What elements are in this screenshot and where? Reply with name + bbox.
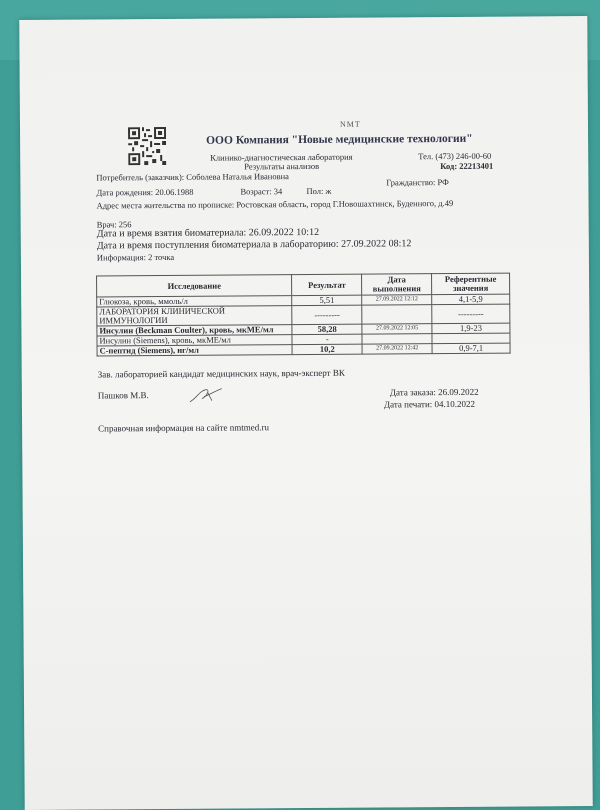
column-header-test: Исследование — [97, 275, 292, 297]
results-title: Результаты анализов — [244, 160, 320, 172]
test-result: - — [292, 334, 362, 344]
test-date: 27.09.2022 12:12 — [362, 295, 432, 305]
patient-age: Возраст: 34 — [240, 186, 283, 197]
results-table-header — [97, 273, 510, 297]
test-date: 27.09.2022 12:05 — [362, 324, 432, 334]
test-date: 27.09.2022 12:42 — [362, 344, 432, 354]
test-date — [362, 334, 432, 344]
test-name: Инсулин (Siemens), кровь, мкМЕ/мл — [97, 335, 292, 346]
sample-received-datetime: Дата и время поступления биоматериала в лабораторию: 27.09.2022 08:12 — [96, 238, 412, 252]
test-name: С-пептид (Siemens), нг/мл — [97, 345, 292, 356]
doctor-name: Пашков М.В. — [97, 390, 149, 401]
test-reference: 0,9-7,1 — [432, 343, 510, 354]
phone-number: Тел. (473) 246-00-60 — [418, 150, 492, 162]
order-code: Код: 22213401 — [440, 160, 494, 172]
patient-name: Потребитель (заказчик): Соболева Наталья Ивановна — [96, 171, 289, 183]
patient-birth-date: Дата рождения: 20.06.1988 — [96, 186, 194, 198]
document-page — [19, 16, 593, 810]
company-logo: NMT — [339, 119, 361, 129]
column-header-result: Результат — [292, 274, 362, 295]
qr-code-icon — [128, 127, 166, 165]
patient-sex: Пол: ж — [306, 185, 332, 196]
test-result: --------- — [292, 305, 362, 324]
test-reference: 1,9-23 — [432, 323, 510, 334]
lab-head-title: Зав. лабораторией кандидат медицинских наук, врач-эксперт ВК — [97, 367, 345, 380]
order-date: Дата заказа: 26.09.2022 — [389, 386, 479, 398]
lab-name: Клинико-диагностическая лаборатория — [210, 151, 353, 163]
signature-icon — [188, 387, 224, 405]
test-result: 58,28 — [292, 324, 362, 334]
section-name: ЛАБОРАТОРИЯ КЛИНИЧЕСКОЙ ИММУНОЛОГИИ — [97, 306, 292, 326]
table-row — [97, 343, 510, 356]
reference-info: Справочная информация на сайте nmtmed.ru — [98, 422, 270, 434]
additional-info: Информация: 2 точка — [96, 251, 175, 263]
doctor-code: Врач: 256 — [96, 219, 132, 230]
test-reference: 4,1-5,9 — [432, 294, 510, 305]
column-header-date: Дата выполнения — [362, 274, 432, 295]
sample-taken-datetime: Дата и время взятия биоматериала: 26.09.2022 10:12 — [96, 226, 320, 240]
test-result: 10,2 — [292, 344, 362, 354]
test-name: Глюкоза, кровь, ммоль/л — [97, 296, 292, 307]
company-name: ООО Компания "Новые медицинские технологии" — [206, 132, 473, 147]
patient-citizenship: Гражданство: РФ — [386, 176, 449, 188]
results-table — [96, 273, 511, 357]
print-date: Дата печати: 04.10.2022 — [383, 398, 476, 410]
test-name: Инсулин (Beckman Coulter), кровь, мкМЕ/мл — [97, 325, 292, 336]
patient-address: Адрес места жительства по прописке: Ростовская область, город Г.Новошахтинск, Буденного, д.49 — [96, 197, 454, 211]
test-reference: --------- — [432, 304, 510, 324]
test-result: 5,51 — [292, 295, 362, 305]
column-header-reference: Референтные значения — [432, 273, 510, 295]
test-date — [362, 305, 432, 324]
